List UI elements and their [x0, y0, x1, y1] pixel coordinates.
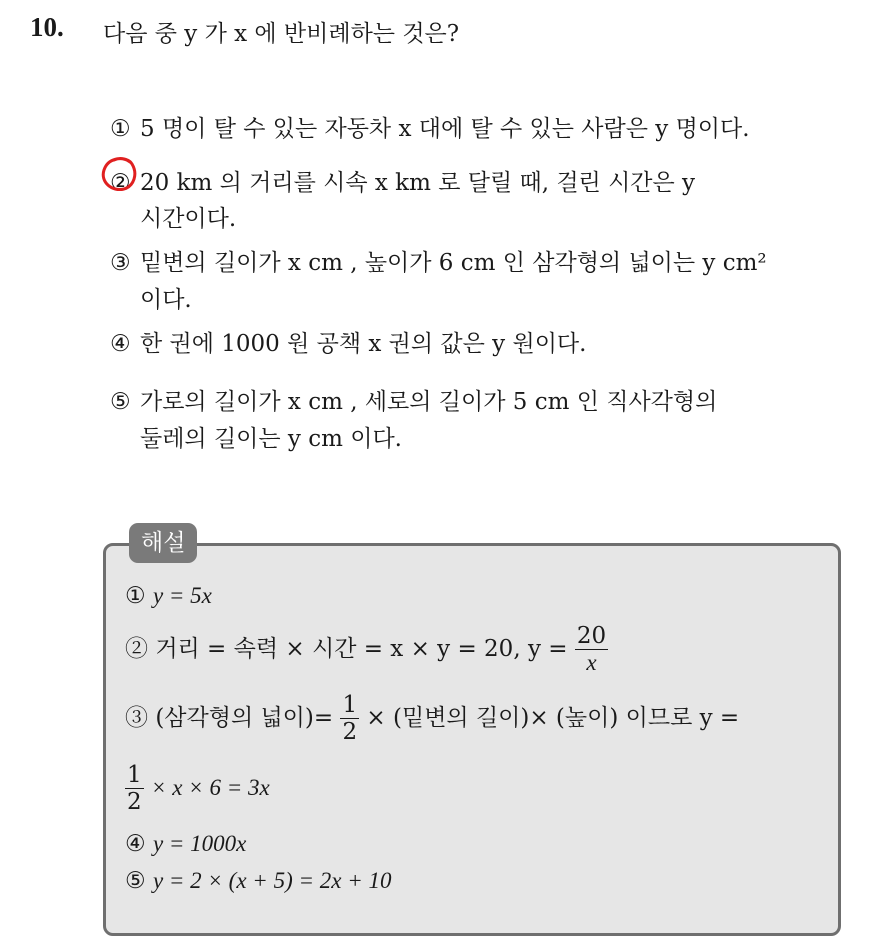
solution-line-1: [125, 583, 212, 609]
solution-1-label: ①: [125, 583, 146, 609]
option-1[interactable]: [110, 110, 750, 143]
option-5-line-2: 둘레의 길이는 y cm 이다.: [140, 426, 402, 452]
option-1-line-1: 5 명이 탈 수 있는 자동차 x 대에 탈 수 있는 사람은 y 명이다.: [140, 116, 750, 142]
question-number: 10.: [30, 12, 64, 42]
solution-3b-denominator: 2: [127, 789, 142, 816]
solution-2-denominator: x: [586, 650, 597, 676]
solution-2-numerator: 20: [576, 623, 607, 649]
solution-3b-fraction: [125, 762, 144, 816]
question-text: 다음 중 y 가 x 에 반비례하는 것은?: [103, 21, 460, 47]
option-4[interactable]: [110, 325, 586, 358]
solution-3-label: ③: [125, 704, 148, 731]
solution-3-post: × (밑변의 길이)× (높이) 이므로 y =: [366, 704, 740, 731]
solution-2-label: ②: [125, 635, 148, 662]
solution-line-4: [125, 831, 246, 857]
solution-3-pre: (삼각형의 넓이)=: [155, 704, 334, 731]
option-2-line-1: 20 km 의 거리를 시속 x km 로 달릴 때, 걸린 시간은 y: [140, 170, 696, 196]
solution-1-expr: y = 5x: [152, 583, 212, 608]
option-3-line-1: 밑변의 길이가 x cm , 높이가 6 cm 인 삼각형의 넓이는 y cm²: [140, 250, 767, 276]
option-3-line-2: 이다.: [140, 287, 192, 313]
option-2-line-2: 시간이다.: [140, 206, 237, 232]
solution-tag: 해설: [129, 523, 197, 563]
option-4-label: ④: [110, 331, 131, 357]
solution-line-5: [125, 868, 391, 894]
solution-line-3b: [125, 762, 270, 816]
solution-3-fraction: [340, 692, 359, 746]
solution-5-expr: y = 2 × (x + 5) = 2x + 10: [152, 868, 392, 893]
option-5-line-1: 가로의 길이가 x cm , 세로의 길이가 5 cm 인 직사각형의: [140, 389, 718, 415]
option-1-label: ①: [110, 116, 131, 142]
option-5[interactable]: [110, 383, 717, 416]
solution-3-denominator: 2: [342, 719, 358, 746]
solution-2-fraction: [575, 623, 608, 677]
option-2-label: ②: [110, 170, 131, 196]
solution-2-expr: 거리 = 속력 × 시간 = x × y = 20, y =: [155, 635, 568, 662]
solution-line-3: [125, 692, 739, 746]
option-2[interactable]: [110, 164, 695, 197]
solution-5-label: ⑤: [125, 868, 146, 894]
option-4-line-1: 한 권에 1000 원 공책 x 권의 값은 y 원이다.: [140, 331, 587, 357]
solution-line-2: [125, 623, 608, 677]
solution-3b-post: × x × 6 = 3x: [150, 774, 270, 800]
solution-3-numerator: 1: [342, 692, 358, 718]
solution-4-label: ④: [125, 831, 146, 857]
option-3[interactable]: [110, 244, 767, 277]
solution-4-expr: y = 1000x: [152, 831, 247, 856]
option-3-label: ③: [110, 250, 131, 276]
solution-3b-numerator: 1: [127, 762, 142, 788]
option-5-label: ⑤: [110, 389, 131, 415]
